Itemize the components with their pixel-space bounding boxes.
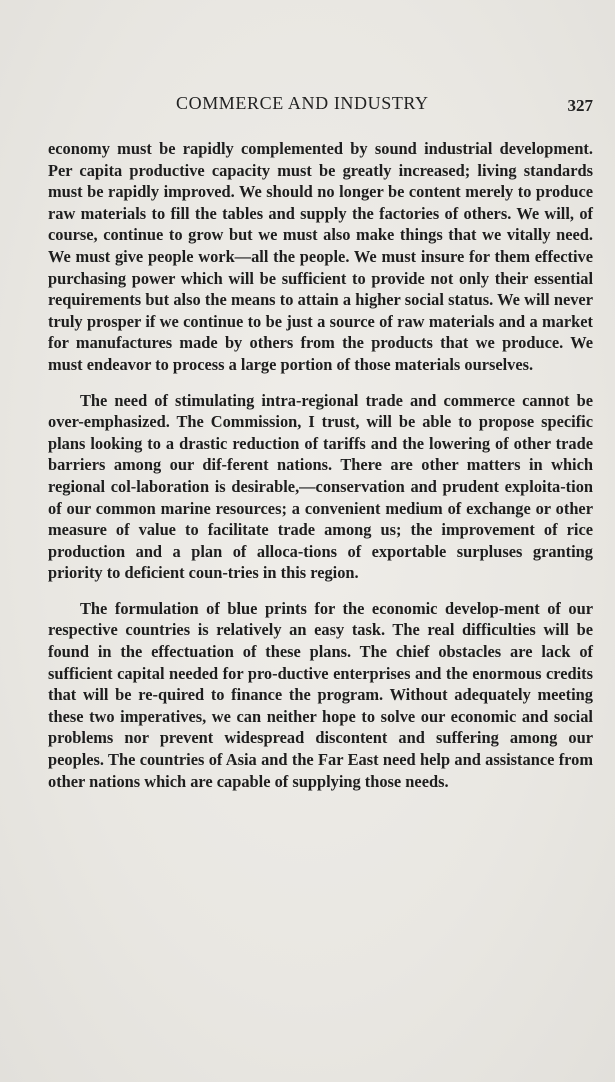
body-text (48, 138, 593, 792)
running-head (48, 93, 593, 117)
running-title: COMMERCE AND INDUSTRY (176, 93, 429, 113)
paragraph-2: The need of stimulating intra-regional trade and commerce cannot be over-emphasized. The Commission, I trust, will be able to propose specific plans looking to a drastic reduction of tariffs and the lowering of other trade barriers among our dif-ferent nations. There are other matters in which regional col-laboration is desirable,—conservation and prudent exploita-tion of our common marine resources; a convenient medium of exchange or other measure of value to facilitate trade among us; the improvement of rice production and a plan of alloca-tions of exportable surpluses granting priority to deficient coun-tries in this region. (48, 390, 593, 583)
paragraph-3: The formulation of blue prints for the economic develop-ment of our respective countries is relatively an easy task. The real difficulties will be found in the effectuation of these plans. The chief obstacles are lack of sufficient capital needed for pro-ductive enterprises and the enormous credits that will be re-quired to finance the program. Without adequately meeting these two imperatives, we can neither hope to solve our economic and social problems nor prevent widespread discontent and suffering among our peoples. The countries of Asia and the Far East need help and assistance from other nations which are capable of supplying those needs. (48, 598, 593, 791)
paragraph-1: economy must be rapidly complemented by sound industrial development. Per capita productive capacity must be greatly increased; living standards must be rapidly improved. We should no longer be content merely to produce raw materials to fill the tables and supply the factories of others. We will, of course, continue to grow but we must also make things that we vitally need. We must give people work—all the people. We must insure for them effective purchasing power which will be sufficient to provide not only their essential requirements but also the means to attain a higher social status. We will never truly prosper if we continue to be just a source of raw materials and a market for manufactures made by others from the products that we produce. We must endeavor to process a large portion of those materials ourselves. (48, 139, 593, 374)
page-number: 327 (567, 96, 593, 115)
